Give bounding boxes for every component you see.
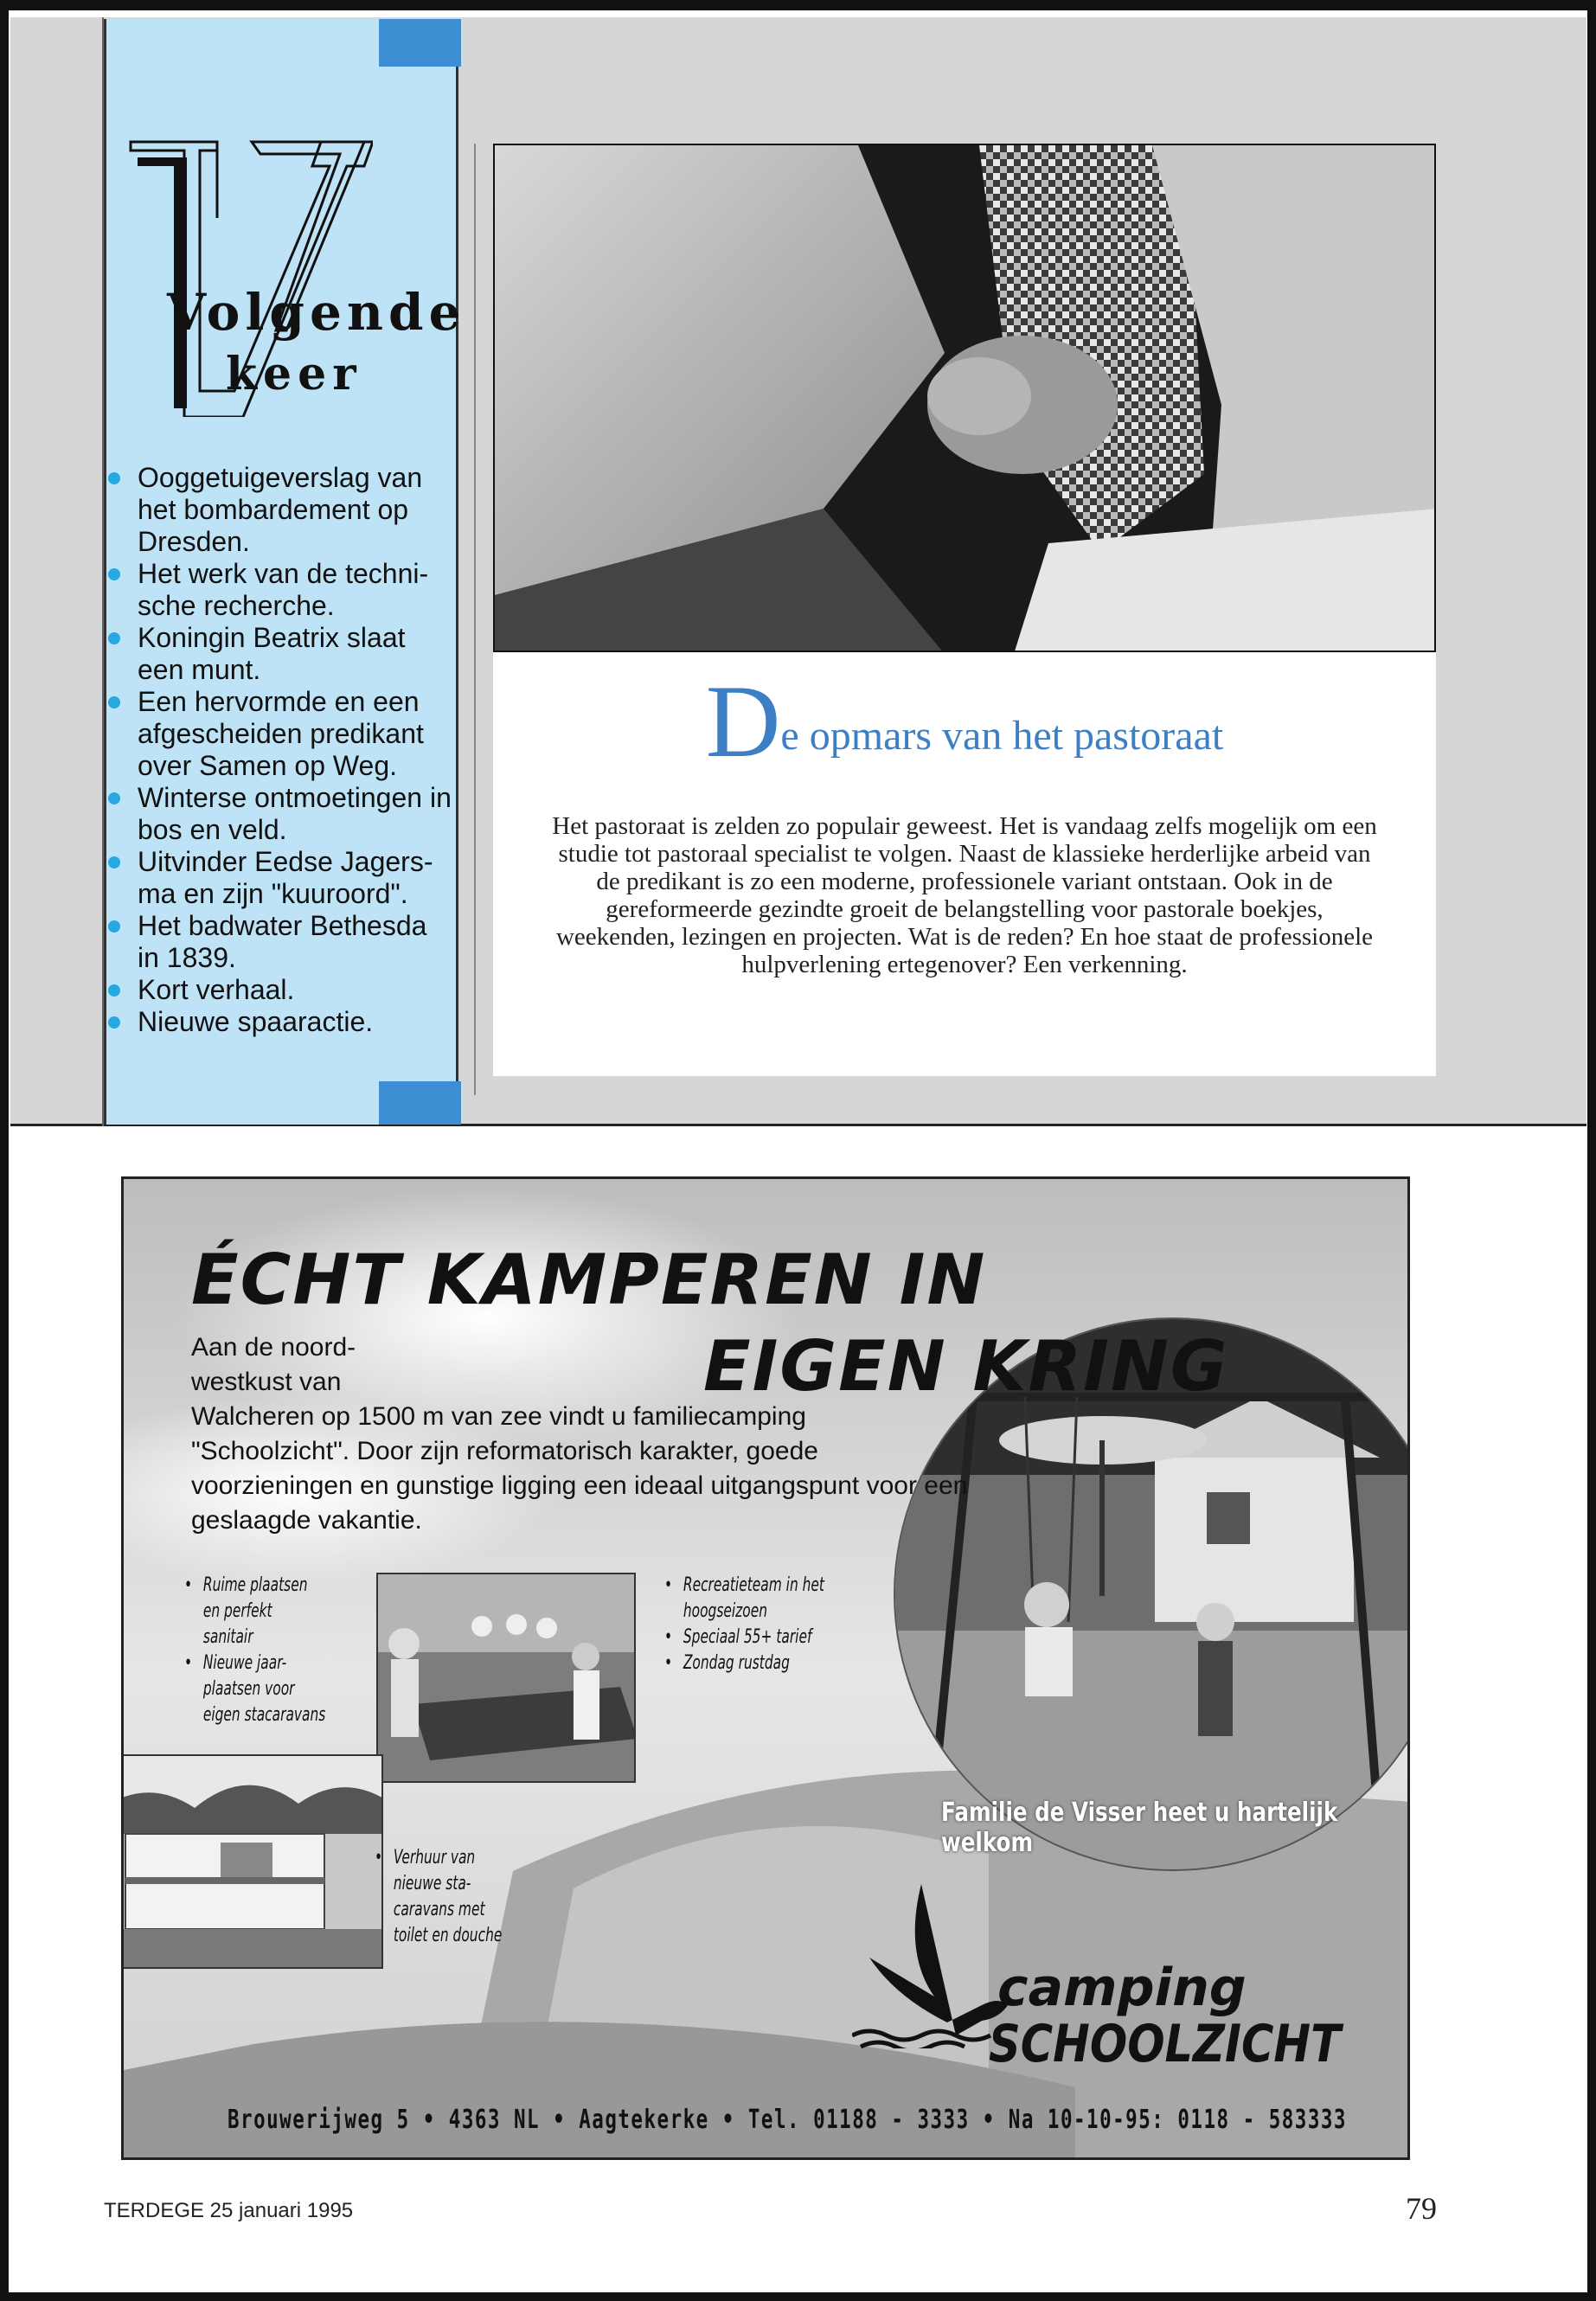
feature-item: • Verhuur van nieuwe sta-caravans met toilet en douche xyxy=(375,1845,516,1949)
logo-camping-text: camping xyxy=(997,1958,1247,2018)
list-item-text: Het badwater Bethesda in 1839. xyxy=(138,910,427,973)
list-item-text: Een hervormde en een afgescheiden predikant over Samen op Weg. xyxy=(138,686,424,781)
list-item-text: Ooggetuigeverslag van het bombardement op Dresden. xyxy=(138,462,423,557)
ad-intro-rest: Walcheren op 1500 m van zee vindt u familiecamping "Schoolzicht". Door zijn reformatorisch karakter, goede voorzieningen en gunstige ligging een ideaal uitgangspunt voor een geslaagde vakantie. xyxy=(191,1402,968,1535)
list-item-text: Uitvinder Eedse Jagers-ma en zijn "kuuroord". xyxy=(138,846,433,909)
article-title-rest: e opmars van het pastoraat xyxy=(780,713,1224,759)
article-lead: Het pastoraat is zelden zo populair geweest. Het is vandaag zelfs mogelijk om een studie tot pastoraal specialist te volgen. Naast de klassieke herderlijke arbeid van de predikant is zo een moderne, professionele variant ontstaan. Ook in de gereformeerde gezindte groeit de belangstelling voor pastorale boekjes, weekenden, lezingen en projecten. Wat is de reden? En hoe staat de professionele hulpverlening ertegenover? Een verkenning. xyxy=(552,812,1377,978)
feature-item: • Zondag rustdag xyxy=(664,1650,826,1676)
feature-item: • Ruime plaatsen en perfekt sanitair xyxy=(184,1573,326,1650)
feature-item: • Speciaal 55+ tarief xyxy=(664,1625,826,1650)
ad-address: Brouwerijweg 5 • 4363 NL • Aagtekerke • Tel. 01188 - 3333 • Na 10-10-95: 0118 - 583333 xyxy=(228,2105,1347,2135)
ad-subheadline: EIGEN KRING xyxy=(703,1326,1229,1407)
list-item-text: Nieuwe spaaractie. xyxy=(138,1006,374,1037)
ad-intro-line1: Aan de noord-westkust van xyxy=(191,1333,356,1396)
list-item-text: Koningin Beatrix slaat een munt. xyxy=(138,622,406,685)
list-item-text: Winterse ontmoetingen in bos en veld. xyxy=(138,782,452,845)
sidebar-heading-line1: Volgende xyxy=(167,283,466,342)
feature-item: • Recreatieteam in het hoogseizoen xyxy=(664,1573,826,1625)
footer-publication: TERDEGE 25 januari 1995 xyxy=(104,2199,354,2222)
logo-schoolzicht-text: SCHOOLZICHT xyxy=(989,2014,1341,2074)
sidebar-heading-line2: keer xyxy=(226,348,362,401)
page-number: 79 xyxy=(1406,2191,1437,2226)
list-item-text: Kort verhaal. xyxy=(138,974,295,1005)
ad-welcome-text: Familie de Visser heet u hartelijk welkom xyxy=(941,1798,1338,1858)
feature-item: • Nieuwe jaar-plaatsen voor eigen stacaravans xyxy=(184,1650,326,1728)
ad-headline: ÉCHT KAMPEREN IN xyxy=(191,1240,987,1320)
list-item-text: Het werk van de techni-sche recherche. xyxy=(138,558,429,621)
article-title-dropcap: D xyxy=(705,663,781,779)
